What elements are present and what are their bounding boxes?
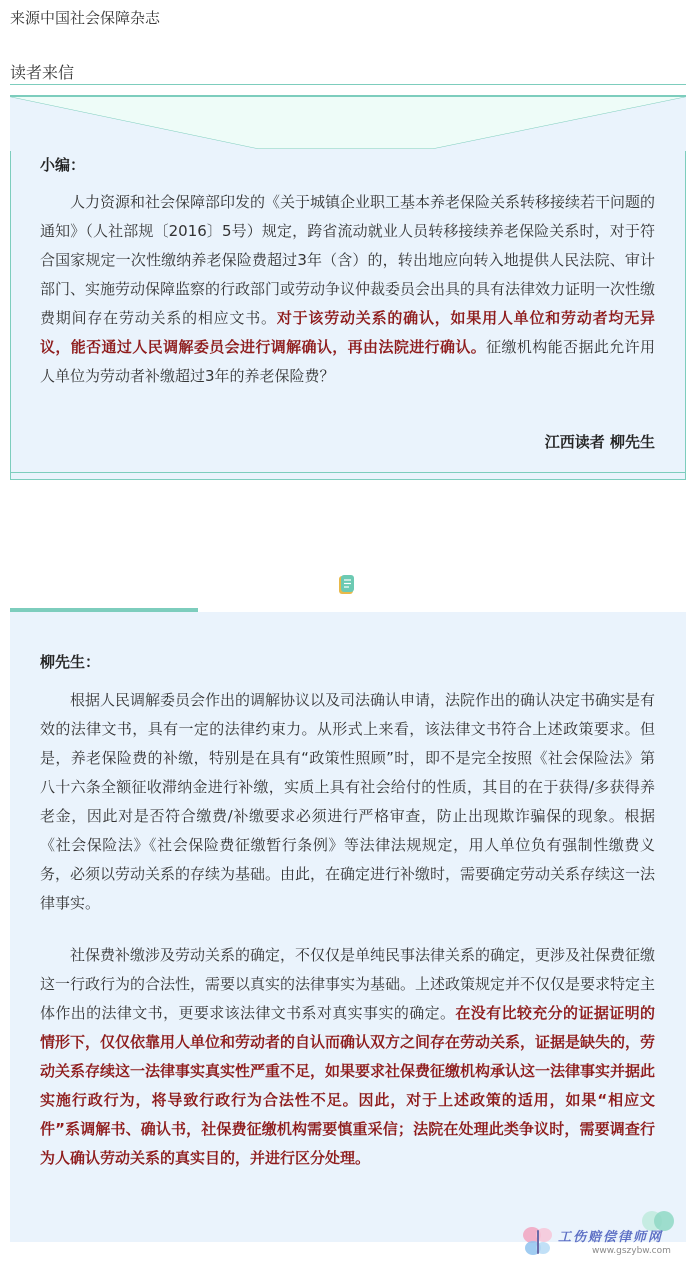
document-icon xyxy=(336,574,358,596)
section-title: 读者来信 xyxy=(10,63,75,82)
letter-bottom-border-outer xyxy=(10,479,686,480)
watermark-url: www.gszybw.com xyxy=(592,1246,671,1256)
envelope-flap xyxy=(10,97,686,151)
reply-paragraph-2-highlight: 在没有比较充分的证据证明的情形下，仅仅依靠用人单位和劳动者的自认而确认双方之间存在劳动关系，证据是缺失的，劳动关系存续这一法律事实真实性严重不足，如果要求社保费征缴机构承认这一法律事实并据此实施行政行为，将导致行政行为合法性不足。因此，对于上述政策的适用，如果“相应文件”系调解书、确认书，社保费征缴机构需要慎重采信；法院在处理此类争议时，需要调查行为人确认劳动关系的真实目的，并进行区分处理。 xyxy=(40,1004,656,1167)
letter-body-highlight: 对于该劳动关系的确认，如果用人单位和劳动者均无异议，能否通过人民调解委员会进行调解确认，再由法院进行确认。 xyxy=(40,309,655,356)
letter-body xyxy=(40,188,655,391)
letter-salutation: 小编： xyxy=(40,156,86,174)
section-title-underline xyxy=(10,84,686,85)
watermark xyxy=(520,1210,690,1260)
reply-paragraph-2 xyxy=(40,941,655,1173)
letter-body-text-end: 征缴机构能否据此允许用人单位为劳动者补缴超过3年的养老保险费？ xyxy=(40,338,655,385)
letter-signature: 江西读者 柳先生 xyxy=(544,433,655,451)
watermark-title: 工伤赔偿律师网 xyxy=(558,1230,664,1245)
source-line: 来源中国社会保障杂志 xyxy=(10,9,161,27)
butterfly-icon xyxy=(522,1224,554,1258)
reply-salutation: 柳先生： xyxy=(40,653,101,671)
reply-paragraph-1: 根据人民调解委员会作出的调解协议以及司法确认申请，法院作出的确认决定书确实是有效的法律文书，具有一定的法律约束力。从形式上来看，该法律文书符合上述政策要求。但是，养老保险费的补缴，特别是在具有“政策性照顾”时，即不是完全按照《社会保险法》第八十六条全额征收滞纳金进行补缴，实质上具有社会给付的性质，其目的在于获得/多获得养老金，因此对是否符合缴费/补缴要求必须进行严格审查，防止出现欺诈骗保的现象。根据《社会保险法》《社会保险费征缴暂行条例》等法律法规规定，用人单位负有强制性缴费义务，必须以劳动关系的存续为基础。由此，在确定进行补缴时，需要确定劳动关系存续这一法律事实。 xyxy=(40,691,656,912)
letter-body-text: 人力资源和社会保障部印发的《关于城镇企业职工基本养老保险关系转移接续若干问题的通知》（人社部规〔2016〕5号）规定，跨省流动就业人员转移接续养老保险关系时，对于符合国家规定一次性缴纳养老保险费超过3年（含）的，转出地应向转入地提供人民法院、审计部门、实施劳动保障监察的行政部门或劳动争议仲裁委员会出具的具有法律效力证明一次性缴费期间存在劳动关系的相应文书。 xyxy=(40,193,656,327)
reply-paragraph-2-text: 社保费补缴涉及劳动关系的确定，不仅仅是单纯民事法律关系的确定，更涉及社保费征缴这一行政行为的合法性，需要以真实的法律事实为基础。上述政策规定并不仅仅是要求特定主体作出的法律文书，更要求该法律文书系对真实事实的确定。 xyxy=(40,946,656,1022)
letter-bottom-border xyxy=(10,472,686,473)
